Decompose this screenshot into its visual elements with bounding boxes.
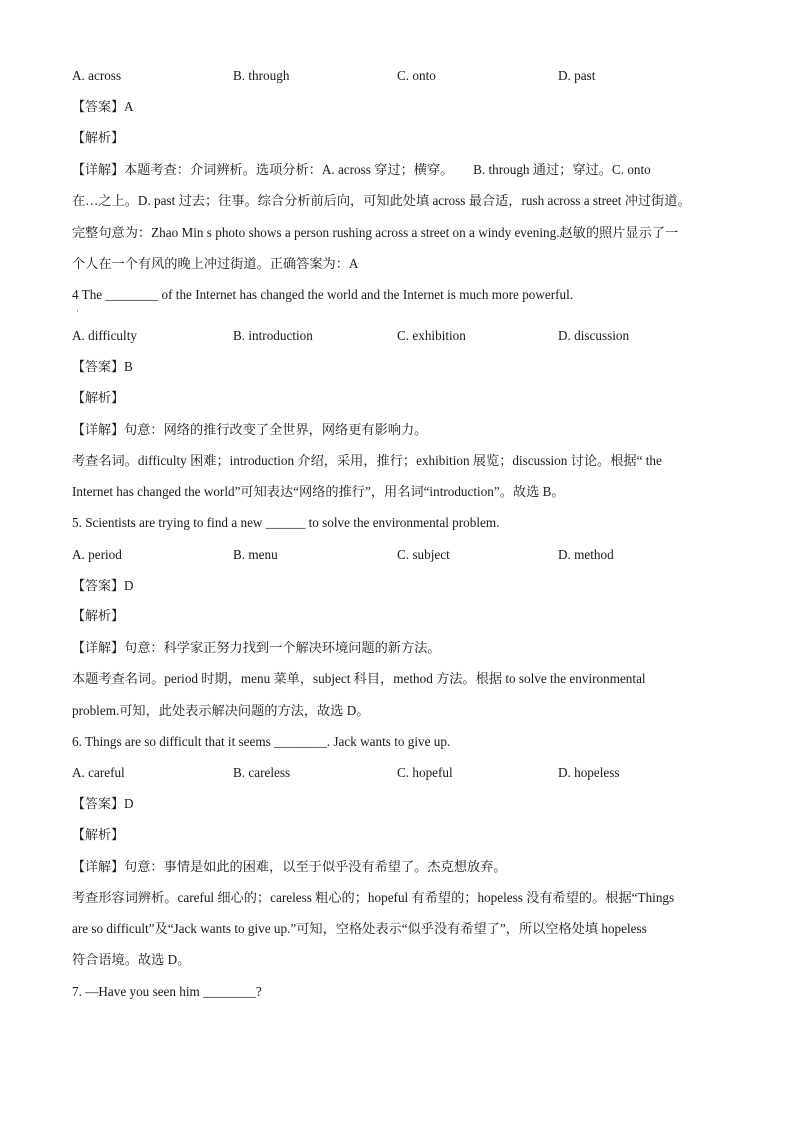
q6-question: 6. Things are so difficult that it seems ________. Jack wants to give up. xyxy=(72,734,451,749)
stray-mark: · xyxy=(76,306,79,316)
q6-detail-line-1 xyxy=(72,858,506,877)
q4-detail-line-2: 考查名词。difficulty 困难；introduction 介绍，采用，推行；exhibition 展览；discussion 讨论。根据“ the xyxy=(72,453,662,468)
q4-option-c: C. exhibition xyxy=(397,328,466,343)
q6-detail-line-2: 考查形容词辨析。careful 细心的；careless 粗心的；hopeful 有希望的；hopeless 没有希望的。根据“Things xyxy=(72,890,675,905)
q4-question: 4 The ________ of the Internet has changed the world and the Internet is much more powerful. xyxy=(72,287,574,302)
q6-option-d: D. hopeless xyxy=(558,765,620,780)
detail-label: 【详解】 xyxy=(72,423,125,438)
detail-text: 句意：网络的推行改变了全世界，网络更有影响力。 xyxy=(124,422,428,437)
answer-label: 【答案】 xyxy=(72,100,125,115)
q3-detail-line-1 xyxy=(72,161,651,180)
q4-analysis-label: 【解析】 xyxy=(72,391,125,406)
q6-option-a: A. careful xyxy=(72,765,125,780)
detail-text: 句意：事情是如此的困难，以至于似乎没有希望了。杰克想放弃。 xyxy=(124,859,507,874)
detail-text: 本题考查：介词辨析。选项分析：A. across 穿过；横穿。 B. through 通过；穿过。C. onto xyxy=(124,162,651,177)
q4-detail-line-1 xyxy=(72,421,427,440)
answer-value: B xyxy=(124,359,133,374)
q5-analysis-label: 【解析】 xyxy=(72,609,125,624)
q6-answer-line xyxy=(72,795,134,814)
q3-detail-line-2: 在…之上。D. past 过去；往事。综合分析前后向，可知此处填 across 最合适，rush across a street 冲过街道。 xyxy=(72,193,691,208)
q5-option-d: D. method xyxy=(558,547,614,562)
q3-option-b: B. through xyxy=(233,68,290,83)
q3-option-c: C. onto xyxy=(397,68,436,83)
q5-answer-line xyxy=(72,577,134,596)
answer-label: 【答案】 xyxy=(72,797,125,812)
detail-label: 【详解】 xyxy=(72,163,125,178)
answer-value: D xyxy=(124,796,134,811)
q3-analysis-label: 【解析】 xyxy=(72,131,125,146)
q5-option-c: C. subject xyxy=(397,547,450,562)
q6-detail-line-3: are so difficult”及“Jack wants to give up.”可知，空格处表示“似乎没有希望了”，所以空格处填 hopeless xyxy=(72,921,647,936)
q6-detail-line-4: 符合语境。故选 D。 xyxy=(72,952,191,967)
q5-question: 5. Scientists are trying to find a new ______ to solve the environmental problem. xyxy=(72,515,500,530)
q6-analysis-label: 【解析】 xyxy=(72,828,125,843)
q3-answer-line xyxy=(72,98,134,117)
q3-option-a: A. across xyxy=(72,68,122,83)
detail-label: 【详解】 xyxy=(72,860,125,875)
q5-detail-line-1 xyxy=(72,639,441,658)
q4-option-b: B. introduction xyxy=(233,328,313,343)
answer-label: 【答案】 xyxy=(72,360,125,375)
q6-option-c: C. hopeful xyxy=(397,765,453,780)
answer-value: D xyxy=(124,578,134,593)
answer-value: A xyxy=(124,99,134,114)
detail-label: 【详解】 xyxy=(72,641,125,656)
q4-answer-line xyxy=(72,358,133,377)
q7-question: 7. —Have you seen him ________? xyxy=(72,984,262,999)
q4-option-a: A. difficulty xyxy=(72,328,137,343)
q3-option-d: D. past xyxy=(558,68,596,83)
q3-detail-line-4: 个人在一个有风的晚上冲过街道。正确答案为：A xyxy=(72,256,359,271)
q4-detail-line-3: Internet has changed the world”可知表达“网络的推行”，用名词“introduction”。故选 B。 xyxy=(72,484,565,499)
q4-option-d: D. discussion xyxy=(558,328,630,343)
q5-detail-line-3: problem.可知，此处表示解决问题的方法，故选 D。 xyxy=(72,703,370,718)
q5-detail-line-2: 本题考查名词。period 时期，menu 菜单，subject 科目，method 方法。根据 to solve the environmental xyxy=(72,671,646,686)
q6-option-b: B. careless xyxy=(233,765,291,780)
answer-label: 【答案】 xyxy=(72,579,125,594)
q5-option-b: B. menu xyxy=(233,547,278,562)
q5-option-a: A. period xyxy=(72,547,122,562)
detail-text: 句意：科学家正努力找到一个解决环境问题的新方法。 xyxy=(124,640,441,655)
q3-detail-line-3: 完整句意为：Zhao Min s photo shows a person rushing across a street on a windy evening.赵敏的照片显示了一 xyxy=(72,225,679,240)
